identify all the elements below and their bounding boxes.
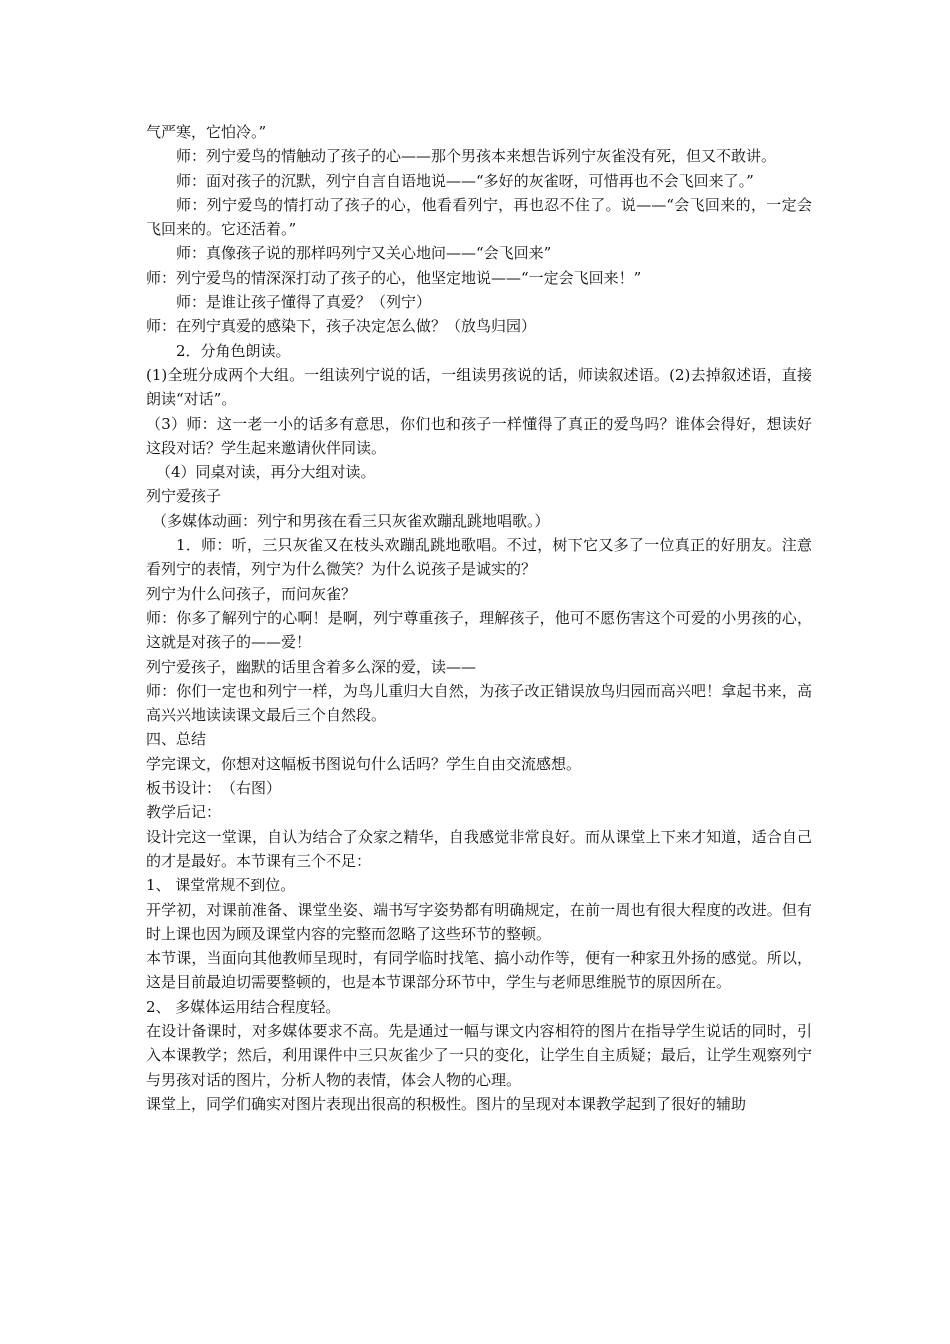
paragraph: 开学初，对课前准备、课堂坐姿、端书写字姿势都有明确规定，在前一周也有很大程度的改进。但有时上课也因为顾及课堂内容的完整而忽略了这些环节的整顿。 — [146, 900, 812, 943]
paragraph: (1)全班分成两个大组。一组读列宁说的话，一组读男孩说的话，师读叙述语。(2)去掉叙述语，直接朗读“对话”。 — [146, 365, 812, 409]
paragraph: 师：真像孩子说的那样吗列宁又关心地问——“会飞回来” — [176, 244, 552, 263]
paragraph: 师：是谁让孩子懂得了真爱？（列宁） — [176, 293, 432, 312]
paragraph: 师：你们一定也和列宁一样，为鸟儿重归大自然，为孩子改正错误放鸟归园而高兴吧！拿起书来，高高兴兴地读读课文最后三个自然段。 — [146, 681, 812, 725]
paragraph: 师：你多了解列宁的心啊！是啊，列宁尊重孩子，理解孩子，他可不愿伤害这个可爱的小男孩的心，这就是对孩子的——爱！ — [146, 608, 812, 652]
section-heading: 列宁爱孩子 — [146, 487, 222, 506]
paragraph: 1．师：听，三只灰雀又在枝头欢蹦乱跳地歌唱。不过，树下它又多了一位真正的好朋友。注意看列宁的表情，列宁为什么微笑？为什么说孩子是诚实的？ — [146, 536, 812, 579]
paragraph: （多媒体动画：列宁和男孩在看三只灰雀欢蹦乱跳地唱歌。） — [152, 511, 550, 530]
paragraph: 本节课，当面向其他教师呈现时，有同学临时找笔、搞小动作等，便有一种家丑外扬的感觉。所以，这是目前最迫切需要整顿的，也是本节课部分环节中，学生与老师思维脱节的原因所在。 — [146, 949, 812, 992]
list-item: 1、 课堂常规不到位。 — [146, 876, 296, 895]
section-heading: 教学后记： — [146, 803, 222, 822]
paragraph: 师：列宁爱鸟的情触动了孩子的心——那个男孩本来想告诉列宁灰雀没有死，但又不敢讲。 — [176, 147, 777, 166]
paragraph: 师：面对孩子的沉默，列宁自言自语地说——“多好的灰雀呀，可惜再也不会飞回来了。” — [176, 171, 754, 190]
paragraph: 课堂上，同学们确实对图片表现出很高的积极性。图片的呈现对本课教学起到了很好的辅助 — [146, 1094, 747, 1113]
paragraph: 板书设计： （右图） — [146, 779, 282, 798]
paragraph: 设计完这一堂课，自认为结合了众家之精华，自我感觉非常良好。而从课堂上下来才知道，适合自己的才是最好。本节课有三个不足： — [146, 827, 812, 870]
paragraph: 师：列宁爱鸟的情深深打动了孩子的心，他坚定地说——“一定会飞回来！” — [146, 268, 642, 287]
section-heading: 四、总结 — [146, 730, 207, 749]
paragraph: 师：列宁爱鸟的情打动了孩子的心，他看看列宁，再也忍不住了。说——“会飞回来的，一定会飞回来的。它还活着。” — [146, 195, 812, 239]
list-item: 2、 多媒体运用结合程度轻。 — [146, 997, 341, 1016]
paragraph: 学完课文，你想对这幅板书图说句什么话吗？学生自由交流感想。 — [146, 754, 582, 773]
paragraph: （4）同桌对读，再分大组对读。 — [156, 463, 376, 482]
document-page — [146, 120, 812, 1116]
paragraph: （3）师：这一老一小的话多有意思，你们也和孩子一样懂得了真正的爱鸟吗？谁体会得好，想读好这段对话？学生起来邀请伙伴同读。 — [146, 414, 812, 457]
paragraph: 师：在列宁真爱的感染下，孩子决定怎么做？（放鸟归园） — [146, 317, 537, 336]
section-heading: 2．分角色朗读。 — [176, 341, 291, 360]
paragraph: 在设计备课时，对多媒体要求不高。先是通过一幅与课文内容相符的图片在指导学生说话的同时，引入本课教学；然后，利用课件中三只灰雀少了一只的变化，让学生自主质疑；最后，让学生观察列宁与男孩对话的图片，分析人物的表情，体会人物的心理。 — [146, 1021, 812, 1089]
paragraph: 列宁为什么问孩子，而问灰雀？ — [146, 584, 357, 603]
paragraph: 列宁爱孩子，幽默的话里含着多么深的爱，读—— — [146, 657, 477, 676]
paragraph: 气严寒，它怕冷。” — [146, 123, 267, 141]
